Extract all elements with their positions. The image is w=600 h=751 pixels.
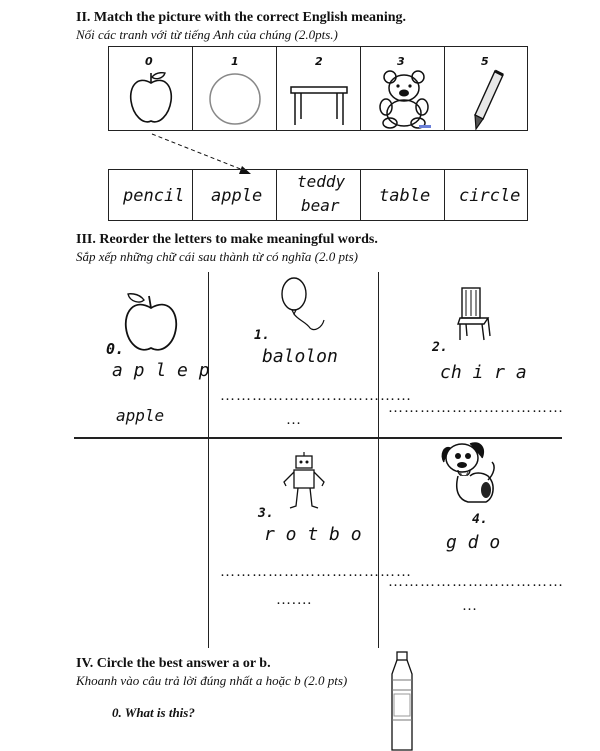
picture-cell-3 bbox=[361, 47, 445, 130]
scrambled-word-4: g d o bbox=[446, 532, 501, 553]
picture-number: 3 bbox=[397, 55, 405, 68]
section2-subtitle: Nối các tranh với từ tiếng Anh của chúng (2.0pts.) bbox=[76, 27, 338, 42]
picture-number: 0 bbox=[145, 55, 153, 68]
item-number-4: 4. bbox=[472, 512, 488, 527]
word-pencil: pencil bbox=[123, 186, 185, 206]
grid-divider-right bbox=[378, 272, 379, 648]
water-bottle-icon bbox=[384, 650, 420, 751]
item-number-1: 1. bbox=[254, 328, 270, 343]
scrambled-word-0: a p l e p bbox=[112, 360, 210, 381]
item-number-2: 2. bbox=[432, 340, 448, 355]
section4-subtitle: Khoanh vào câu trả lời đúng nhất a hoặc b (2.0 pts) bbox=[76, 673, 348, 688]
answer-blank-4[interactable]: …………………………… bbox=[388, 574, 564, 590]
word-cell-1 bbox=[193, 170, 277, 220]
answer-blank-1[interactable]: ……………………………… bbox=[220, 388, 412, 404]
scrambled-word-2: ch i r a bbox=[440, 362, 527, 383]
apple-icon bbox=[127, 69, 175, 127]
picture-number: 1 bbox=[231, 55, 239, 68]
word-cell-2 bbox=[277, 170, 361, 220]
answer-blank-3-tail: ….… bbox=[276, 592, 313, 608]
word-cell-3 bbox=[361, 170, 445, 220]
answer-blank-1-tail: … bbox=[286, 412, 302, 428]
item-number-3: 3. bbox=[258, 506, 274, 521]
apple-icon bbox=[122, 290, 180, 356]
scrambled-word-3: r o t b o bbox=[264, 524, 362, 545]
word-circle: circle bbox=[459, 186, 521, 206]
answer-blank-2[interactable]: …………………………… bbox=[388, 400, 564, 416]
word-table: table bbox=[379, 186, 431, 206]
picture-cell-0 bbox=[109, 47, 193, 130]
section3-title: III. Reorder the letters to make meaningful words. bbox=[76, 232, 378, 247]
word-cell-0 bbox=[109, 170, 193, 220]
table-icon bbox=[287, 81, 351, 127]
word-teddy: teddy bbox=[297, 172, 346, 191]
chair-icon bbox=[454, 286, 496, 342]
picture-number: 2 bbox=[315, 55, 323, 68]
picture-cell-2 bbox=[277, 47, 361, 130]
circle-icon bbox=[207, 71, 263, 127]
question-0: 0. What is this? bbox=[112, 705, 195, 720]
picture-row bbox=[108, 46, 528, 131]
section2-title: II. Match the picture with the correct English meaning. bbox=[76, 10, 407, 25]
answer-blank-4-tail: … bbox=[462, 598, 478, 614]
pencil-icon bbox=[469, 69, 505, 131]
word-row bbox=[108, 169, 528, 221]
grid-divider-left bbox=[208, 272, 209, 648]
item-number-0: 0. bbox=[106, 340, 125, 358]
teddy-bear-icon bbox=[375, 69, 433, 129]
answer-blank-3[interactable]: ……………………………… bbox=[220, 564, 412, 580]
section4-title: IV. Circle the best answer a or b. bbox=[76, 656, 271, 671]
word-cell-4 bbox=[445, 170, 529, 220]
dog-icon bbox=[440, 436, 500, 506]
picture-cell-4 bbox=[445, 47, 529, 130]
picture-number: 5 bbox=[481, 55, 489, 68]
word-apple: apple bbox=[211, 186, 263, 206]
robot-icon bbox=[280, 452, 328, 510]
answer-word-0: apple bbox=[116, 406, 165, 425]
balloon-icon bbox=[276, 276, 330, 334]
word-bear: bear bbox=[301, 196, 340, 215]
scrambled-word-1: balolon bbox=[262, 346, 338, 367]
section3-subtitle: Sắp xếp những chữ cái sau thành từ có nghĩa (2.0 pts) bbox=[76, 249, 358, 264]
picture-cell-1 bbox=[193, 47, 277, 130]
